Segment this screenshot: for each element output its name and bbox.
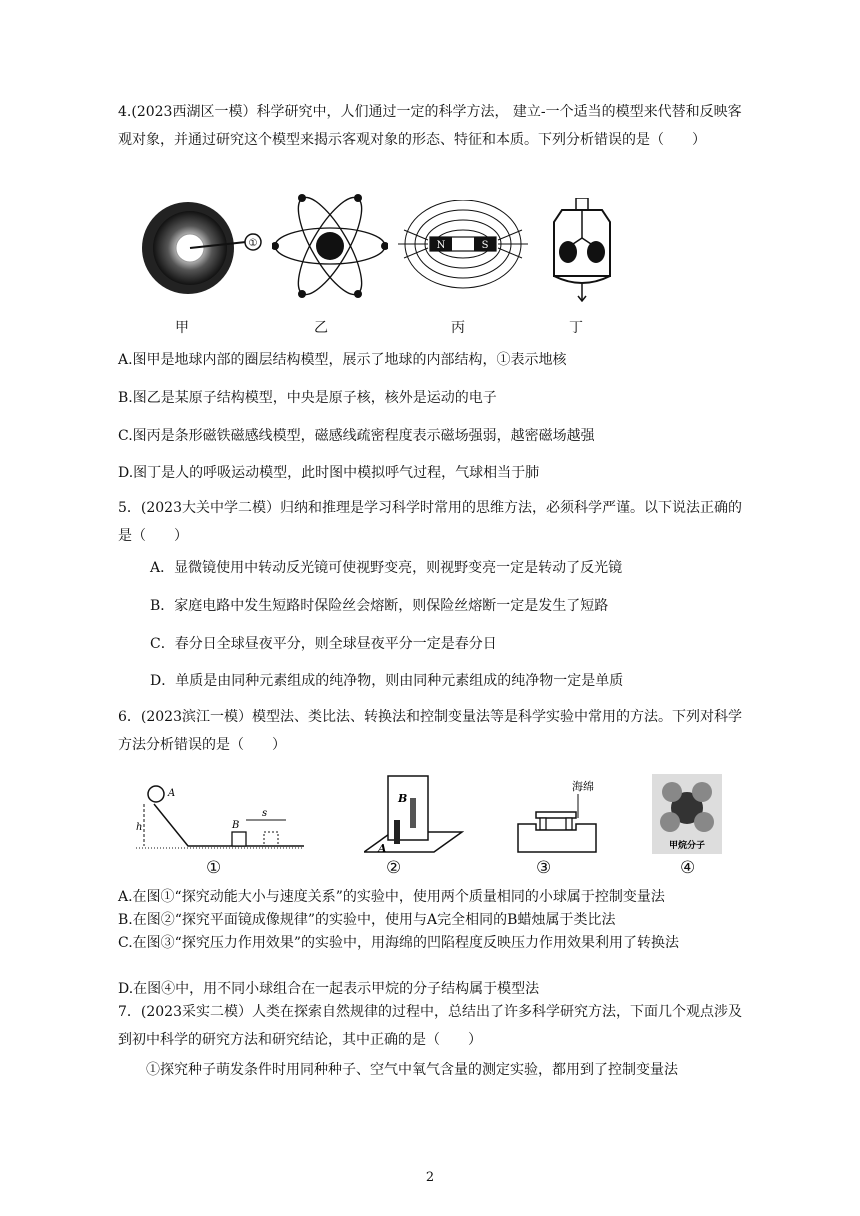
kinetic-energy-experiment-figure xyxy=(136,784,304,854)
figure-label-4: ④ xyxy=(680,858,696,878)
q4-option-b: B.图乙是某原子结构模型，中央是原子核，核外是运动的电子 xyxy=(118,390,497,406)
q5-option-d: D．单质是由同种元素组成的纯净物，则由同种元素组成的纯净物一定是单质 xyxy=(150,673,624,689)
breathing-model-figure xyxy=(548,198,616,302)
mirror-image-experiment-figure xyxy=(364,772,464,858)
q6-stem: 6．(2023滨江一模）模型法、类比法、转换法和控制变量法等是科学实验中常用的方法。下列对科学方法分析错误的是（ ） xyxy=(118,709,742,753)
figure-label-1: ① xyxy=(206,858,222,878)
q4-option-a: A.图甲是地球内部的圈层结构模型，展示了地球的内部结构，①表示地核 xyxy=(118,352,567,368)
magnet-field-figure xyxy=(398,200,528,295)
q5-option-b: B．家庭电路中发生短路时保险丝会熔断，则保险丝熔断一定是发生了短路 xyxy=(150,598,609,614)
q7-item-1: ①探究种子萌发条件时用同种种子、空气中氧气含量的测定实验，都用到了控制变量法 xyxy=(146,1062,678,1078)
fig4-methane-label: 甲烷分子 xyxy=(668,841,706,851)
q6-option-d: D.在图④中，用不同小球组合在一起表示甲烷的分子结构属于模型法 xyxy=(118,981,540,997)
pressure-experiment-figure xyxy=(514,776,614,856)
page-number: 2 xyxy=(425,1170,435,1185)
methane-molecule-figure xyxy=(652,774,722,854)
fig2-candle-b-label: B xyxy=(398,792,408,805)
q4-option-d: D.图丁是人的呼吸运动模型，此时图中模拟呼气过程，气球相当于肺 xyxy=(118,465,540,481)
q7-stem: 7．(2023采实二模）人类在探索自然规律的过程中，总结出了许多科学研究方法，下面几个观点涉及到初中科学的研究方法和研究结论，其中正确的是（ ） xyxy=(118,1004,742,1048)
figure-label-yi: 乙 xyxy=(314,320,328,336)
q4-stem: 4.(2023西湖区一模）科学研究中，人们通过一定的科学方法， 建立-一个适当的模型来代替和反映客观对象，并通过研究这个模型来揭示客观对象的形态、特征和本质。下列分析错误的是（ ） xyxy=(118,104,742,148)
figure-label-bing: 丙 xyxy=(451,320,465,336)
fig1-height-label: h xyxy=(136,822,143,833)
magnet-north-label: N xyxy=(436,240,446,251)
fig1-distance-label: s xyxy=(262,808,268,819)
figure-label-2: ② xyxy=(386,858,402,878)
figure-label-3: ③ xyxy=(536,858,552,878)
atom-model-figure xyxy=(272,190,388,302)
earth-marker-label: ① xyxy=(248,238,258,249)
fig3-sponge-label: 海绵 xyxy=(572,780,594,793)
q6-option-a: A.在图①“探究动能大小与速度关系”的实验中，使用两个质量相同的小球属于控制变量法 xyxy=(118,889,665,905)
q5-option-a: A．显微镜使用中转动反光镜可使视野变亮，则视野变亮一定是转动了反光镜 xyxy=(150,560,623,576)
q5-option-c: C．春分日全球昼夜平分，则全球昼夜平分一定是春分日 xyxy=(150,636,497,652)
fig2-candle-a-label: A xyxy=(378,842,387,855)
fig1-ball-label: A xyxy=(168,788,176,799)
figure-label-jia: 甲 xyxy=(175,320,189,336)
q6-option-b: B.在图②“探究平面镜成像规律”的实验中，使用与A完全相同的B蜡烛属于类比法 xyxy=(118,912,616,928)
q6-option-c: C.在图③“探究压力作用效果”的实验中，用海绵的凹陷程度反映压力作用效果利用了转换法 xyxy=(118,935,679,951)
q4-option-c: C.图丙是条形磁铁磁感线模型，磁感线疏密程度表示磁场强弱，越密磁场越强 xyxy=(118,428,595,444)
figure-label-ding: 丁 xyxy=(569,320,583,336)
magnet-south-label: S xyxy=(481,240,489,251)
q5-stem: 5．(2023大关中学二模）归纳和推理是学习科学时常用的思维方法，必须科学严谨。以下说法正确的是（ ） xyxy=(118,500,742,544)
earth-structure-figure xyxy=(140,200,270,310)
fig1-block-label: B xyxy=(232,820,240,831)
